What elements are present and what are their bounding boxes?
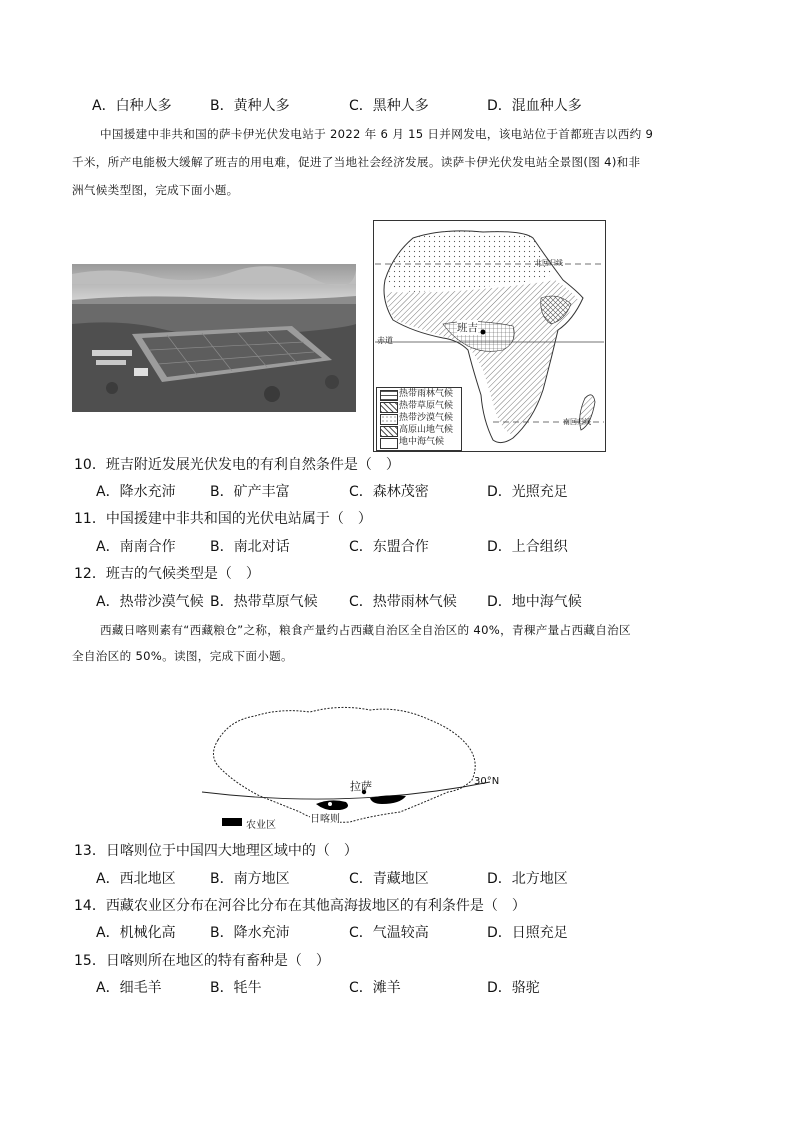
q13-stem: 13．日喀则位于中国四大地理区域中的（ ）: [74, 843, 358, 859]
q12-option-b[interactable]: B．热带草原气候: [210, 594, 318, 610]
q14-option-c[interactable]: C．气温较高: [349, 925, 429, 941]
q11-option-b[interactable]: B．南北对话: [210, 539, 290, 555]
q11-stem: 11．中国援建中非共和国的光伏电站属于（ ）: [74, 511, 372, 527]
q12-option-d[interactable]: D．地中海气候: [487, 594, 582, 610]
q11-option-a[interactable]: A．南南合作: [96, 539, 176, 555]
africa-climate-map: [373, 220, 606, 452]
latitude-label: 30°N: [474, 776, 500, 787]
q10-option-c[interactable]: C．森林茂密: [349, 484, 429, 500]
legend-savanna: 热带草原气候: [399, 401, 454, 411]
legend-swatch-rainforest: [380, 390, 398, 401]
q14-stem: 14．西藏农业区分布在河谷比分布在其他高海拔地区的有利条件是（ ）: [74, 898, 526, 914]
q12-stem: 12．班吉的气候类型是（ ）: [74, 566, 260, 582]
passage1-line3: 洲气候类型图，完成下面小题。: [72, 183, 239, 197]
shigatse-label: 日喀则: [310, 810, 340, 825]
farmland-legend-label: 农业区: [246, 820, 276, 831]
passage1-line1: 中国援建中非共和国的萨卡伊光伏发电站于 2022 年 6 月 15 日并网发电，该电站位于首都班吉以西约 9: [100, 127, 654, 141]
tibet-map: [200, 700, 510, 830]
legend-swatch-highland: [380, 426, 398, 437]
passage1-line2: 千米，所产电能极大缓解了班吉的用电难，促进了当地社会经济发展。读萨卡伊光伏发电站全景图(图 4)和非: [72, 155, 641, 169]
legend-swatch-mediterranean: [380, 438, 398, 449]
solar-station-photo: [72, 264, 356, 412]
q13-option-a[interactable]: A．西北地区: [96, 871, 176, 887]
q10-stem: 10．班吉附近发展光伏发电的有利自然条件是（ ）: [74, 457, 400, 473]
q9-option-a[interactable]: A．白种人多: [92, 98, 172, 114]
q15-option-c[interactable]: C．滩羊: [349, 980, 401, 996]
legend-rainforest: 热带雨林气候: [399, 389, 454, 399]
passage2-line2: 全自治区的 50%。读图，完成下面小题。: [72, 649, 293, 663]
q14-option-d[interactable]: D．日照充足: [487, 925, 568, 941]
q9-option-d[interactable]: D．混血种人多: [487, 98, 582, 114]
legend-swatch-savanna: [380, 402, 398, 413]
bangui-label: 班吉: [457, 322, 478, 334]
passage2-line1: 西藏日喀则素有“西藏粮仓”之称，粮食产量约占西藏自治区全自治区的 40%，青稞产量占西藏自治区: [100, 623, 631, 637]
q13-option-c[interactable]: C．青藏地区: [349, 871, 429, 887]
q14-option-a[interactable]: A．机械化高: [96, 925, 176, 941]
q12-option-c[interactable]: C．热带雨林气候: [349, 594, 457, 610]
q11-option-c[interactable]: C．东盟合作: [349, 539, 429, 555]
legend-highland: 高原山地气候: [399, 425, 454, 435]
tropic-north-label: 北回归线: [535, 259, 563, 267]
map-legend: [376, 387, 462, 451]
q10-option-d[interactable]: D．光照充足: [487, 484, 568, 500]
q9-option-b[interactable]: B．黄种人多: [210, 98, 290, 114]
q13-option-b[interactable]: B．南方地区: [210, 871, 290, 887]
legend-desert: 热带沙漠气候: [399, 413, 454, 423]
q10-option-b[interactable]: B．矿产丰富: [210, 484, 290, 500]
legend-mediterranean: 地中海气候: [399, 437, 445, 447]
q9-option-c[interactable]: C．黑种人多: [349, 98, 429, 114]
equator-label: 赤道: [377, 336, 393, 345]
q12-option-a[interactable]: A．热带沙漠气候: [96, 594, 204, 610]
q15-stem: 15．日喀则所在地区的特有畜种是（ ）: [74, 953, 330, 969]
lhasa-label: 拉萨: [350, 780, 372, 793]
q13-option-d[interactable]: D．北方地区: [487, 871, 568, 887]
q15-option-d[interactable]: D．骆驼: [487, 980, 540, 996]
q14-option-b[interactable]: B．降水充沛: [210, 925, 290, 941]
q15-option-b[interactable]: B．牦牛: [210, 980, 262, 996]
q10-option-a[interactable]: A．降水充沛: [96, 484, 176, 500]
legend-swatch-desert: [380, 414, 398, 425]
q15-option-a[interactable]: A．细毛羊: [96, 980, 162, 996]
bangui-marker: [481, 330, 486, 335]
tropic-south-label: 南回归线: [563, 418, 591, 426]
q11-option-d[interactable]: D．上合组织: [487, 539, 568, 555]
